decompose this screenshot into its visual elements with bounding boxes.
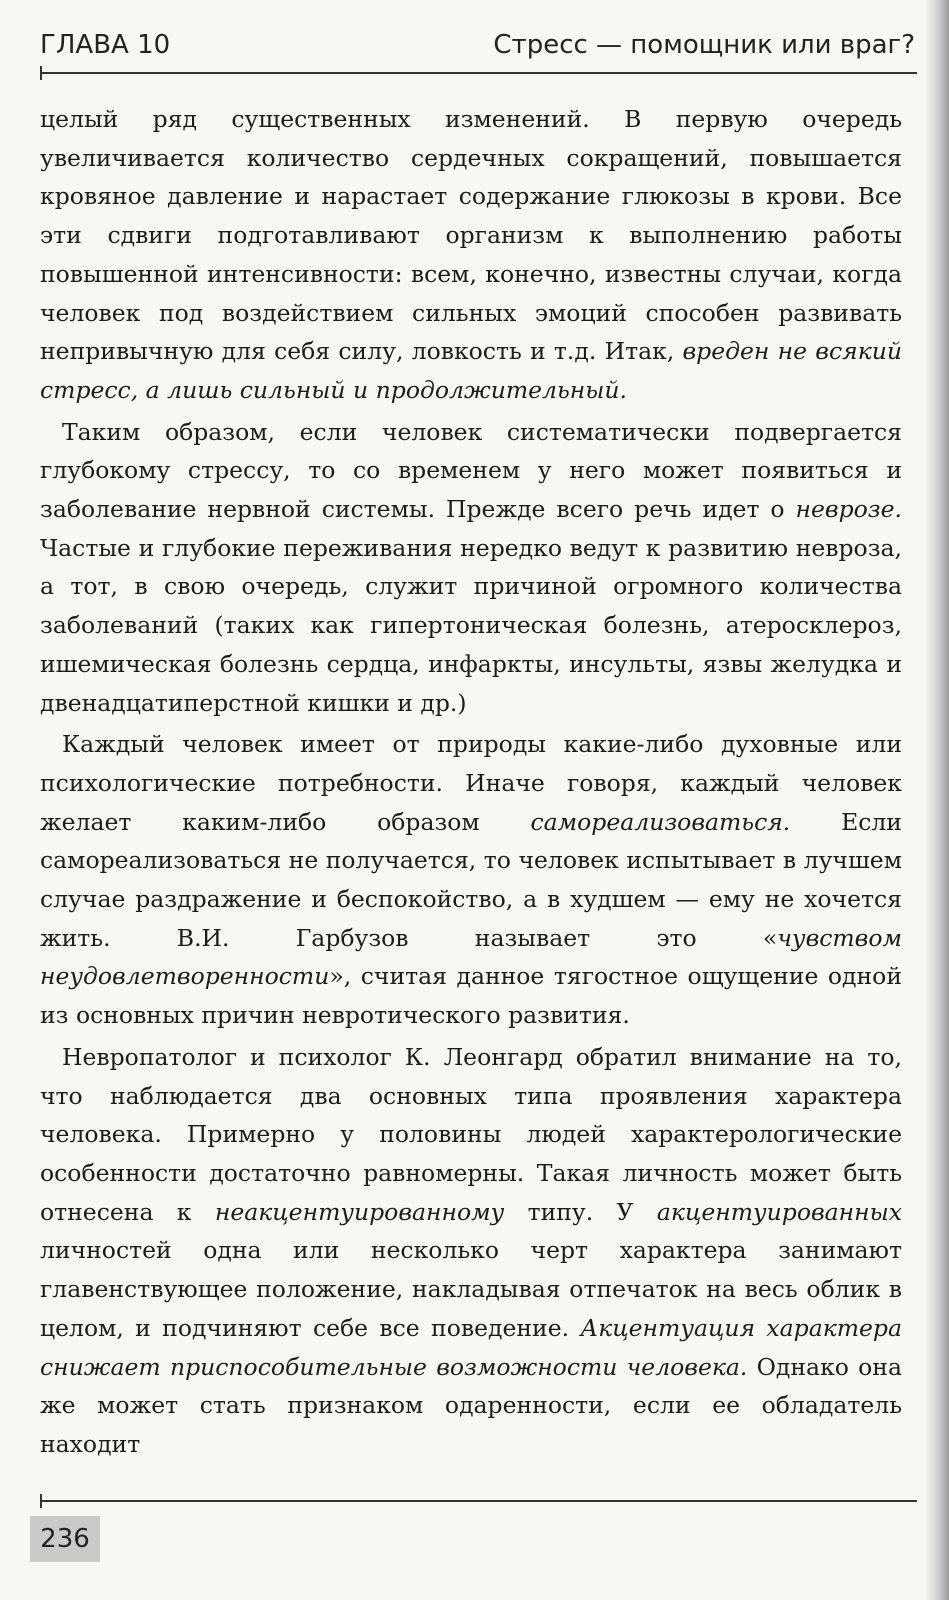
- italic-text-segment: акцентуированных: [656, 1197, 902, 1226]
- italic-text-segment: неакцентуированному: [214, 1197, 505, 1226]
- paragraph: [40, 725, 902, 1035]
- text-segment: типу. У: [504, 1197, 657, 1226]
- chapter-label: ГЛАВА 10: [40, 30, 171, 60]
- paragraph: [40, 413, 902, 723]
- italic-text-segment: Акцентуация характера снижает приспособительные возможности человека.: [40, 1313, 902, 1381]
- text-segment: », считая данное тягостное ощущение одной из основных причин невротического развития.: [40, 962, 902, 1030]
- page-number: 236: [30, 1516, 100, 1562]
- running-header: [40, 30, 915, 66]
- italic-text-segment: чувством неудовлетворенности: [40, 923, 902, 991]
- text-segment: Если самореализоваться не получается, то человек испытывает в лучшем случае раздражение и беспокойство, а в худшем — ему не хочется жить. В.И. Гарбузов называет это «: [40, 807, 902, 952]
- text-segment: личностей одна или несколько черт характера занимают главенствующее положение, накладывая отпечаток на весь облик в целом, и подчиняют себе все поведение.: [40, 1236, 902, 1342]
- italic-text-segment: вреден не всякий стресс, а лишь сильный и продолжительный.: [40, 337, 902, 404]
- italic-text-segment: самореализоваться.: [530, 807, 791, 836]
- italic-text-segment: неврозе.: [795, 495, 902, 524]
- paragraph: [40, 1038, 902, 1464]
- footer-rule: [40, 1500, 917, 1502]
- running-title: Стресс — помощник или враг?: [493, 30, 915, 60]
- body-text: [40, 100, 902, 1492]
- text-segment: Однако она же может стать признаком одаренности, если ее обладатель находит: [40, 1352, 902, 1458]
- page-edge-shadow: [925, 0, 949, 1600]
- paragraph: [40, 100, 902, 410]
- text-segment: Таким образом, если человек систематически подвергается глубокому стрессу, то со временем у него может появиться и заболевание нервной системы. Прежде всего речь идет о: [40, 417, 902, 524]
- text-segment: Каждый человек имеет от природы какие-либо духовные или психологические потребности. Иначе говоря, каждый человек желает каким-либо образом: [40, 730, 902, 836]
- text-segment: целый ряд существенных изменений. В первую очередь увеличивается количество сердечных сокращений, повышается кровяное давление и нарастает содержание глюкозы в крови. Все эти сдвиги подготавливают организм к выполнению работы повышенной интенсивности: всем, конечно, известны случаи, когда человек под воздействием сильных эмоций способен развивать непривычную для себя силу, ловкость и т.д. Итак,: [40, 105, 902, 366]
- header-rule: [40, 72, 917, 74]
- text-segment: Невропатолог и психолог К. Леонгард обратил внимание на то, что наблюдается два основных типа проявления характера человека. Примерно у половины людей характерологические особенности достаточно равномерны. Такая личность может быть отнесена к: [40, 1042, 902, 1226]
- text-segment: Частые и глубокие переживания нередко ведут к развитию невроза, а тот, в свою очередь, служит причиной огромного количества заболеваний (таких как гипертоническая болезнь, атеросклероз, ишемическая болезнь сердца, инфаркты, инсульты, язвы желудка и двенадцатиперстной кишки и др.): [40, 533, 902, 717]
